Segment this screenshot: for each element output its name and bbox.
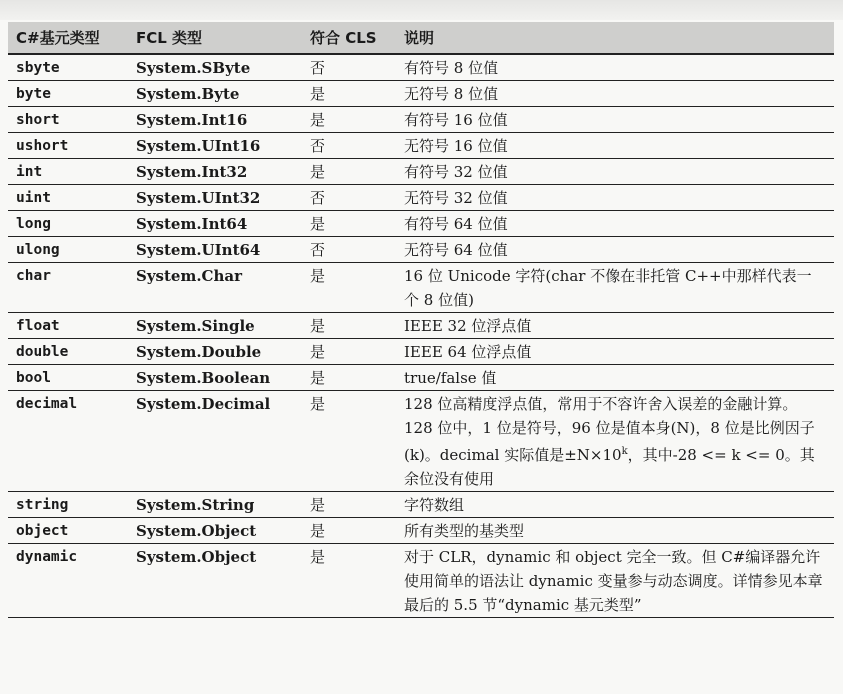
description-cell: 16 位 Unicode 字符(char 不像在非托管 C++中那样代表一个 8 位值) xyxy=(396,263,834,313)
cls-compliant-cell: 是 xyxy=(302,544,396,618)
cls-compliant-cell: 否 xyxy=(302,54,396,81)
cls-compliant-cell: 是 xyxy=(302,518,396,544)
fcl-type-cell: System.SByte xyxy=(128,54,302,81)
cs-type-cell: ulong xyxy=(8,237,128,263)
primitive-types-table xyxy=(8,22,834,618)
fcl-type-cell: System.Byte xyxy=(128,81,302,107)
table-row xyxy=(8,211,834,237)
cs-type-cell: dynamic xyxy=(8,544,128,618)
cls-compliant-cell: 是 xyxy=(302,313,396,339)
description-cell: 128 位高精度浮点值，常用于不容许舍入误差的金融计算。128 位中，1 位是符号，96 位是值本身(N)，8 位是比例因子(k)。decimal 实际值是$\pm N\times 10^k$，其中-28 <= k <= 0。其余位没有使用 xyxy=(396,391,834,492)
top-bleed-strip xyxy=(0,0,843,20)
cs-type-cell: short xyxy=(8,107,128,133)
fcl-type-cell: System.Double xyxy=(128,339,302,365)
cls-compliant-cell: 是 xyxy=(302,159,396,185)
description-cell: 无符号 8 位值 xyxy=(396,81,834,107)
fcl-type-cell: System.Object xyxy=(128,544,302,618)
table-row xyxy=(8,185,834,211)
fcl-type-cell: System.Char xyxy=(128,263,302,313)
description-cell: 有符号 8 位值 xyxy=(396,54,834,81)
cls-compliant-cell: 是 xyxy=(302,492,396,518)
cls-compliant-cell: 是 xyxy=(302,107,396,133)
cls-compliant-cell: 否 xyxy=(302,185,396,211)
fcl-type-cell: System.Int32 xyxy=(128,159,302,185)
fcl-type-cell: System.Int16 xyxy=(128,107,302,133)
fcl-type-cell: System.String xyxy=(128,492,302,518)
cs-type-cell: object xyxy=(8,518,128,544)
cs-type-cell: uint xyxy=(8,185,128,211)
cls-compliant-cell: 是 xyxy=(302,365,396,391)
description-cell: 无符号 64 位值 xyxy=(396,237,834,263)
table-row xyxy=(8,107,834,133)
table-row xyxy=(8,313,834,339)
fcl-type-cell: System.UInt32 xyxy=(128,185,302,211)
table-row xyxy=(8,54,834,81)
description-cell: 有符号 64 位值 xyxy=(396,211,834,237)
table-row xyxy=(8,263,834,313)
cls-compliant-cell: 否 xyxy=(302,237,396,263)
cs-type-cell: ushort xyxy=(8,133,128,159)
table-row xyxy=(8,237,834,263)
fcl-type-cell: System.Object xyxy=(128,518,302,544)
table-row xyxy=(8,544,834,618)
table-row xyxy=(8,391,834,492)
fcl-type-cell: System.Boolean xyxy=(128,365,302,391)
table-row xyxy=(8,518,834,544)
header-desc: 说明 xyxy=(396,22,834,54)
table-row xyxy=(8,339,834,365)
cs-type-cell: sbyte xyxy=(8,54,128,81)
cs-type-cell: bool xyxy=(8,365,128,391)
description-cell: IEEE 64 位浮点值 xyxy=(396,339,834,365)
description-cell: 有符号 32 位值 xyxy=(396,159,834,185)
fcl-type-cell: System.Single xyxy=(128,313,302,339)
cs-type-cell: int xyxy=(8,159,128,185)
fcl-type-cell: System.Int64 xyxy=(128,211,302,237)
header-cs-type: C#基元类型 xyxy=(8,22,128,54)
cs-type-cell: char xyxy=(8,263,128,313)
description-cell: 字符数组 xyxy=(396,492,834,518)
fcl-type-cell: System.UInt16 xyxy=(128,133,302,159)
description-cell: 对于 CLR，dynamic 和 object 完全一致。但 C#编译器允许使用简单的语法让 dynamic 变量参与动态调度。详情参见本章最后的 5.5 节“dynamic 基元类型” xyxy=(396,544,834,618)
description-cell: 无符号 16 位值 xyxy=(396,133,834,159)
cs-type-cell: string xyxy=(8,492,128,518)
description-cell: 所有类型的基类型 xyxy=(396,518,834,544)
cls-compliant-cell: 是 xyxy=(302,339,396,365)
cs-type-cell: byte xyxy=(8,81,128,107)
cs-type-cell: decimal xyxy=(8,391,128,492)
cls-compliant-cell: 是 xyxy=(302,211,396,237)
header-cls: 符合 CLS xyxy=(302,22,396,54)
header-fcl-type: FCL 类型 xyxy=(128,22,302,54)
cls-compliant-cell: 是 xyxy=(302,263,396,313)
description-cell: IEEE 32 位浮点值 xyxy=(396,313,834,339)
table-body xyxy=(8,54,834,618)
table-header-row xyxy=(8,22,834,54)
description-cell: 无符号 32 位值 xyxy=(396,185,834,211)
fcl-type-cell: System.UInt64 xyxy=(128,237,302,263)
cls-compliant-cell: 是 xyxy=(302,391,396,492)
cls-compliant-cell: 否 xyxy=(302,133,396,159)
description-cell: true/false 值 xyxy=(396,365,834,391)
table-row xyxy=(8,365,834,391)
cs-type-cell: float xyxy=(8,313,128,339)
table-row xyxy=(8,492,834,518)
table-row xyxy=(8,133,834,159)
table-row xyxy=(8,159,834,185)
description-cell: 有符号 16 位值 xyxy=(396,107,834,133)
cls-compliant-cell: 是 xyxy=(302,81,396,107)
fcl-type-cell: System.Decimal xyxy=(128,391,302,492)
cs-type-cell: double xyxy=(8,339,128,365)
cs-type-cell: long xyxy=(8,211,128,237)
table-row xyxy=(8,81,834,107)
